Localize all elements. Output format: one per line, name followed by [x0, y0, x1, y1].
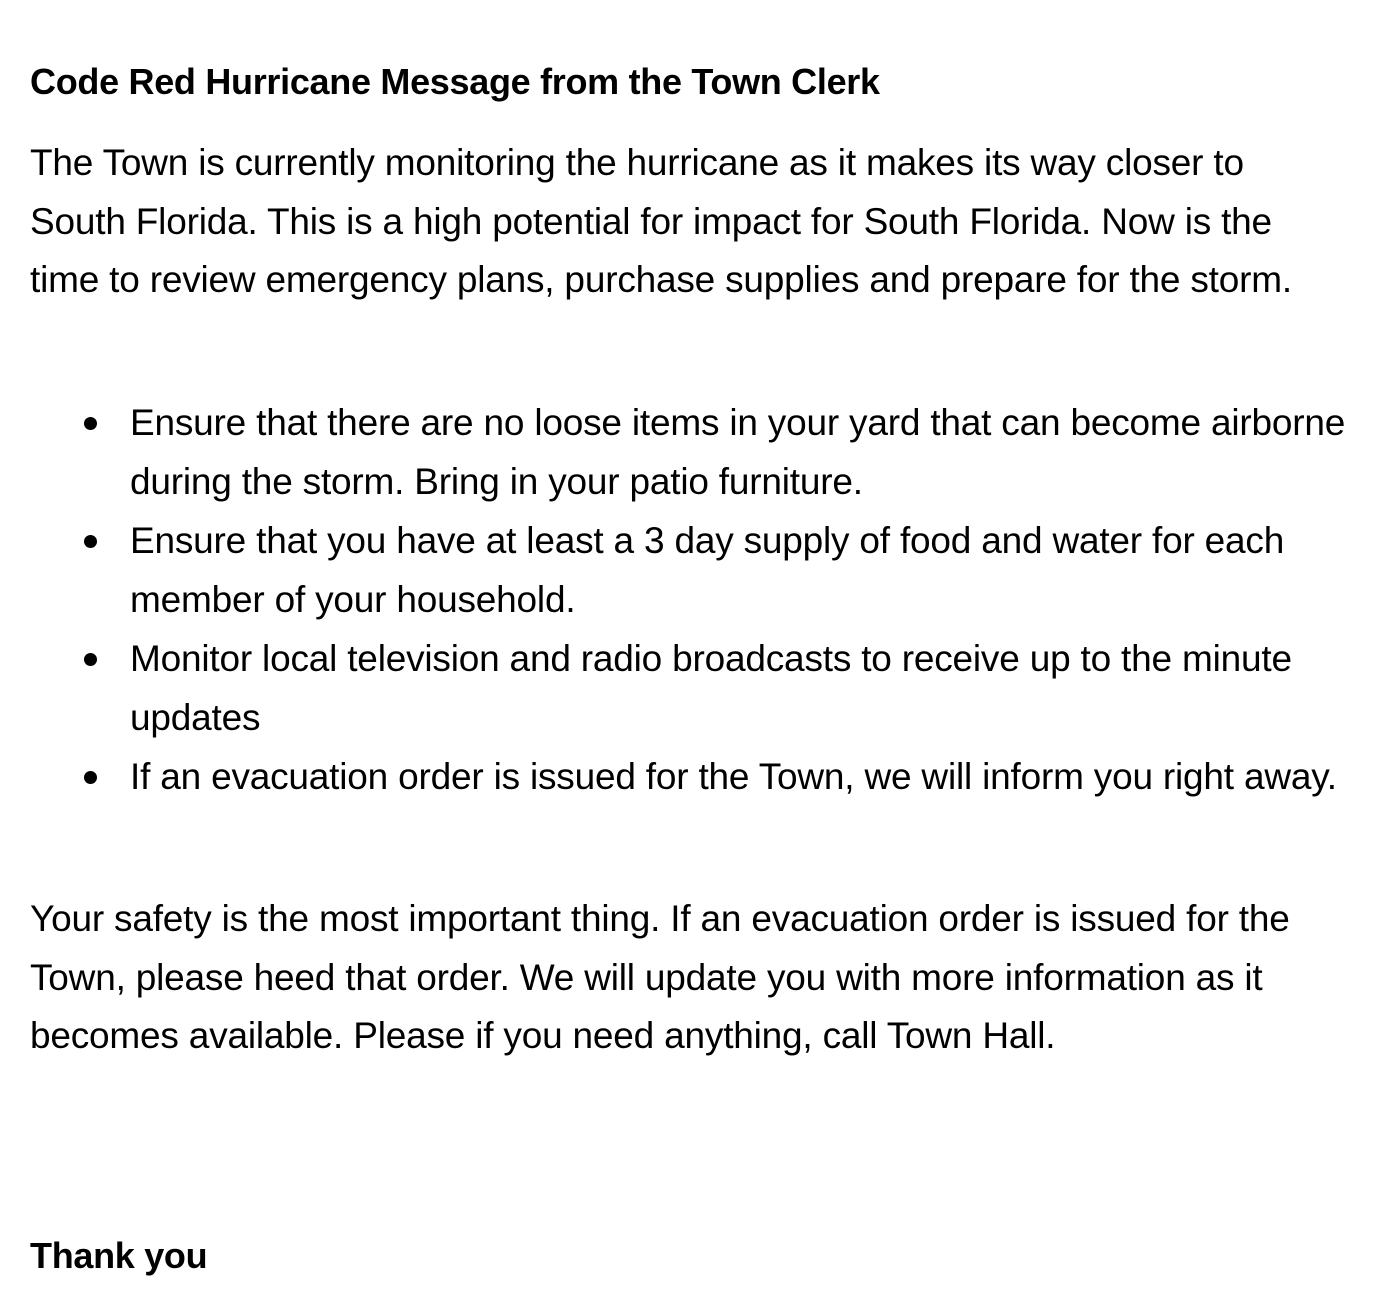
bullet-icon [84, 535, 97, 548]
list-item [30, 512, 1350, 629]
bullet-icon [84, 417, 97, 430]
list-item [30, 394, 1350, 511]
list-item-text: If an evacuation order is issued for the Town, we will inform you right away. [130, 756, 1337, 797]
list-item [30, 748, 1350, 807]
list-item-text: Ensure that there are no loose items in your yard that can become airborne during the storm. Bring in your patio furniture. [130, 402, 1346, 502]
intro-paragraph: The Town is currently monitoring the hurricane as it makes its way closer to South Florida. This is a high potential for impact for South Florida. Now is the time to review emergency plans, purchase supplies and prepare for the storm. [30, 142, 1292, 300]
document-title: Code Red Hurricane Message from the Town Clerk [30, 61, 880, 102]
signoff: Thank you [30, 1235, 208, 1276]
list-item-text: Monitor local television and radio broadcasts to receive up to the minute updates [130, 638, 1292, 738]
closing-paragraph: Your safety is the most important thing. If an evacuation order is issued for the Town, please heed that order. We will update you with more information as it becomes available. Please if you need anything, call Town Hall. [30, 898, 1290, 1056]
list-item-text: Ensure that you have at least a 3 day supply of food and water for each member of your household. [130, 520, 1285, 620]
bullet-icon [84, 653, 97, 666]
bullet-list [30, 394, 1350, 808]
list-item [30, 630, 1350, 747]
bullet-icon [84, 771, 97, 784]
